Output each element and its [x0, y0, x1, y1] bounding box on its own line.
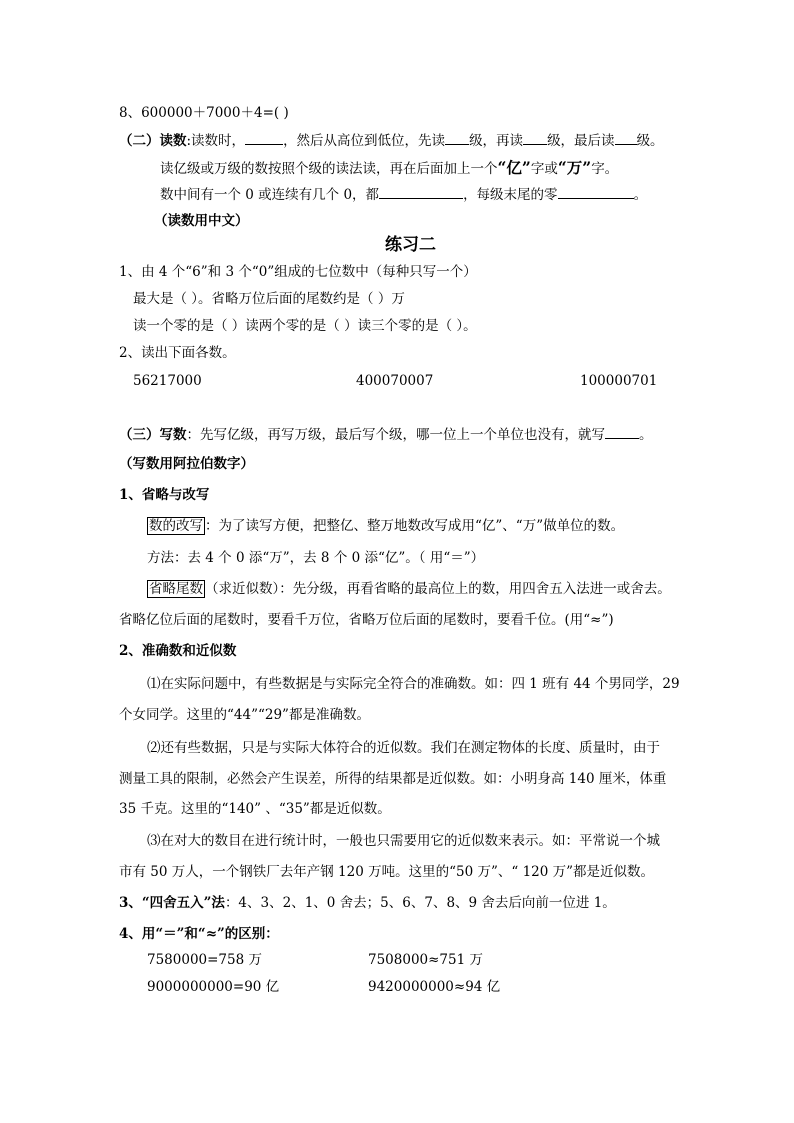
- text: ，每级末尾的零: [463, 187, 558, 203]
- para-1-line-2: 个女同学。这里的“44”“29”都是准确数。: [119, 707, 370, 723]
- example-3: 9000000000=90 亿: [147, 979, 280, 995]
- line-q1-zeros: 读一个零的是（ ）读两个零的是（ ）读三个零的是（ ）。: [133, 318, 477, 334]
- note-chinese-reading: （读数用中文）: [154, 213, 249, 229]
- number-3: 100000701: [580, 373, 658, 389]
- example-1: 7580000=758 万: [147, 952, 262, 968]
- text: ：先写亿级，再写万级，最后写个级，哪一位上一个单位也没有，就写: [186, 427, 605, 443]
- number-2: 400070007: [356, 373, 434, 389]
- number-1: 56217000: [133, 373, 202, 389]
- para-3-line-2: 市有 50 万人，一个钢铁厂去年产钢 120 万吨。这里的“50 万”、“ 120 万”都是近似数。: [119, 864, 655, 880]
- line-q1: 1、由 4 个“6”和 3 个“0”组成的七位数中（每种只写一个）: [119, 264, 477, 280]
- line-method: 方法：去 4 个 0 添“万”，去 8 个 0 添“亿”。（ 用“＝”）: [147, 550, 485, 566]
- example-4: 9420000000≈94 亿: [368, 979, 501, 995]
- para-3-line-1: ⑶在对大的数目在进行统计时，一般也只需要用它的近似数来表示。如：平常说一个城: [147, 833, 660, 849]
- line-zero-rule: [160, 185, 647, 205]
- text: 。: [639, 427, 653, 443]
- text: 数中间有一个 0 或连续有几个 0，都: [160, 187, 380, 203]
- text: 字。: [591, 161, 619, 177]
- blank-2[interactable]: [445, 131, 469, 145]
- text-yi: “亿”: [497, 158, 531, 177]
- blank-3[interactable]: [523, 131, 547, 145]
- line-rounding: [119, 893, 616, 913]
- text: ，然后从高位到低位，先读: [283, 133, 446, 149]
- text: 字或: [530, 161, 558, 177]
- text: 级，最后读: [547, 133, 615, 149]
- section-heading-reading: （二）读数: [119, 133, 187, 149]
- line-rewrite-def: [147, 516, 624, 536]
- text: ：4、3、2、1、0 舍去；5、6、7、8、9 舍去后向前一位进 1。: [224, 895, 616, 911]
- blank-1[interactable]: [245, 131, 283, 145]
- boxed-term-omit: 省略尾数: [149, 581, 203, 597]
- text: 级，再读: [469, 133, 524, 149]
- heading-exact-approx: 2、准确数和近似数: [119, 643, 237, 659]
- line-exercise-8: 8、600000＋7000＋4=( ): [119, 105, 289, 121]
- line-writing-rule: [119, 425, 653, 445]
- blank-4[interactable]: [615, 131, 637, 145]
- para-2-line-3: 35 千克。这里的“140” 、“35”都是近似数。: [119, 801, 391, 817]
- blank-5[interactable]: [379, 185, 463, 199]
- text: :读数时，: [186, 133, 246, 149]
- exercise-title: 练习二: [385, 235, 436, 255]
- note-arabic-writing: （写数用阿拉伯数字）: [119, 456, 254, 472]
- blank-7[interactable]: [605, 425, 639, 439]
- line-omit-def: [147, 579, 671, 599]
- para-2-line-2: 测量工具的限制，必然会产生误差，所得的结果都是近似数。如：小明身高 140 厘米，体重: [119, 771, 667, 787]
- line-yi-wan-rule: [160, 158, 618, 179]
- heading-rewrite: 1、省略与改写: [119, 487, 210, 503]
- example-2: 7508000≈751 万: [368, 952, 483, 968]
- blank-6[interactable]: [558, 185, 634, 199]
- text: 级。: [636, 133, 664, 149]
- text: ：为了读写方便，把整亿、整万地数改写成用“亿”、“万”做单位的数。: [205, 518, 625, 534]
- para-1-line-1: ⑴在实际问题中，有些数据是与实际完全符合的准确数。如：四 1 班有 44 个男同学，29: [147, 676, 680, 692]
- heading-difference: 4、用“＝”和“≈”的区别：: [119, 926, 279, 942]
- para-2-line-1: ⑵还有些数据，只是与实际大体符合的近似数。我们在测定物体的长度、质量时，由于: [147, 740, 660, 756]
- text: 读亿级或万级的数按照个级的读法读，再在后面加上一个: [160, 161, 498, 177]
- heading-rounding: 3、“四舍五入”法: [119, 895, 225, 911]
- text: （求近似数）：先分级，再看省略的最高位上的数，用四舍五入法进一或舍去。: [205, 581, 671, 597]
- line-reading-rule: [119, 131, 664, 151]
- section-heading-writing: （三）写数: [119, 427, 187, 443]
- boxed-term-rewrite: 数的改写: [149, 518, 203, 534]
- line-q1-max: 最大是（ ）。省略万位后面的尾数约是（ ）万: [133, 291, 405, 307]
- line-omit-rule: 省略亿位后面的尾数时，要看千万位，省略万位后面的尾数时，要看千位。(用“≈”): [119, 612, 614, 628]
- text-wan: “万”: [557, 158, 592, 177]
- line-q2: 2、读出下面各数。: [119, 345, 236, 361]
- text: 。: [633, 187, 648, 203]
